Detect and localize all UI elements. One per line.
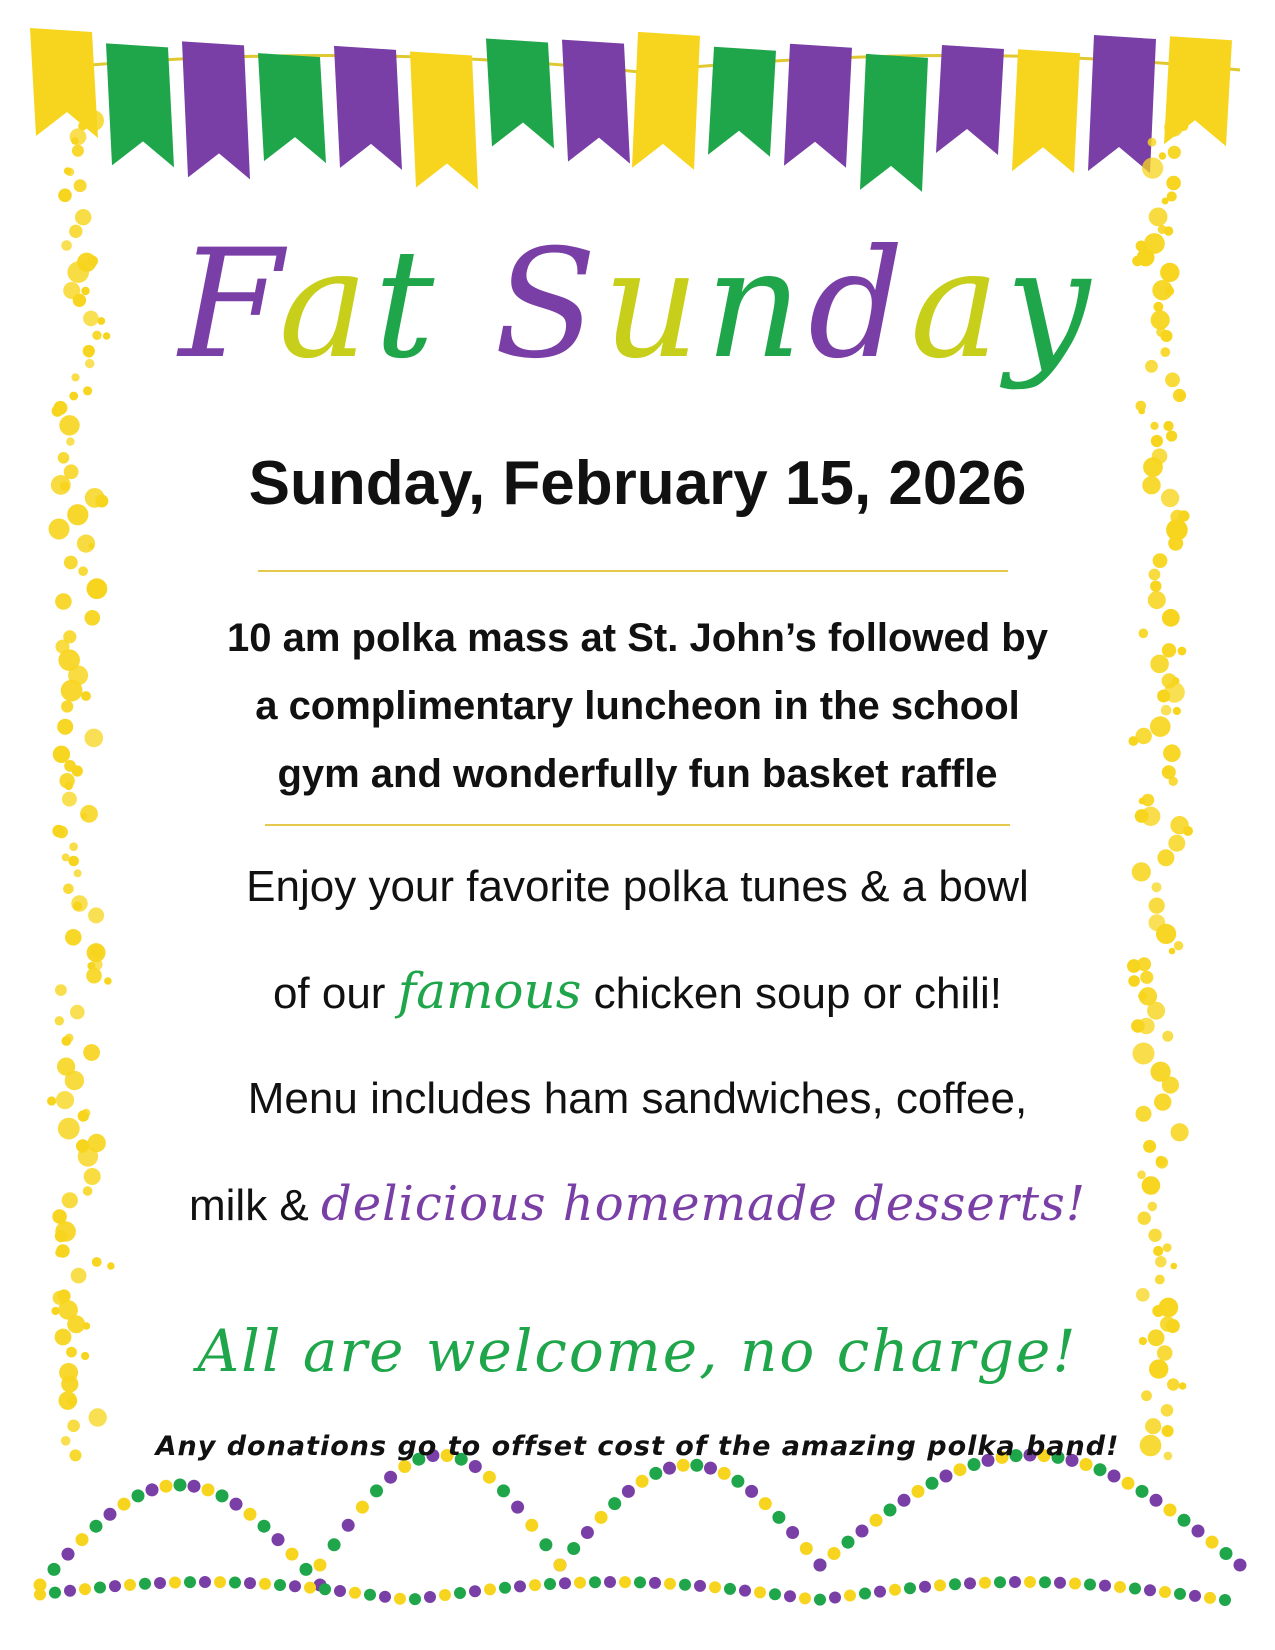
mass-description bbox=[0, 604, 1275, 808]
mass-line: gym and wonderfully fun basket raffle bbox=[277, 752, 998, 796]
title-letter: n bbox=[705, 218, 809, 392]
donations-note: Any donations go to offset cost of the amazing polka band! bbox=[155, 1431, 1120, 1462]
title-letter: S bbox=[494, 218, 603, 392]
title-letter bbox=[440, 218, 494, 392]
desserts-emphasis: delicious homemade desserts! bbox=[321, 1176, 1086, 1232]
divider-top bbox=[258, 570, 1008, 572]
mass-line: 10 am polka mass at St. John’s followed by bbox=[227, 616, 1048, 660]
title-letter: y bbox=[1005, 218, 1097, 392]
mass-line: a complimentary luncheon in the school bbox=[255, 684, 1020, 728]
menu-line-2-pre: milk & bbox=[189, 1181, 321, 1230]
enjoy-line-1: Enjoy your favorite polka tunes & a bowl bbox=[246, 862, 1029, 911]
divider-bottom bbox=[265, 824, 1010, 826]
title-letter: a bbox=[278, 218, 375, 392]
menu-line-2 bbox=[0, 1176, 1275, 1232]
enjoy-line-2-pre: of our bbox=[272, 969, 398, 1018]
enjoy-line-2-post: chicken soup or chili! bbox=[581, 969, 1003, 1018]
menu-line-1: Menu includes ham sandwiches, coffee, bbox=[247, 1074, 1028, 1123]
famous-emphasis: famous bbox=[397, 962, 582, 1020]
title-letter: u bbox=[602, 218, 706, 392]
title-letter: F bbox=[178, 218, 279, 392]
title-letter: t bbox=[374, 218, 441, 392]
welcome-message: All are welcome, no charge! bbox=[197, 1317, 1078, 1385]
flyer-title bbox=[0, 215, 1275, 395]
title-letter: a bbox=[910, 218, 1006, 392]
enjoy-line-2 bbox=[0, 962, 1275, 1020]
title-letter: d bbox=[808, 218, 911, 392]
event-date: Sunday, February 15, 2026 bbox=[248, 449, 1027, 518]
